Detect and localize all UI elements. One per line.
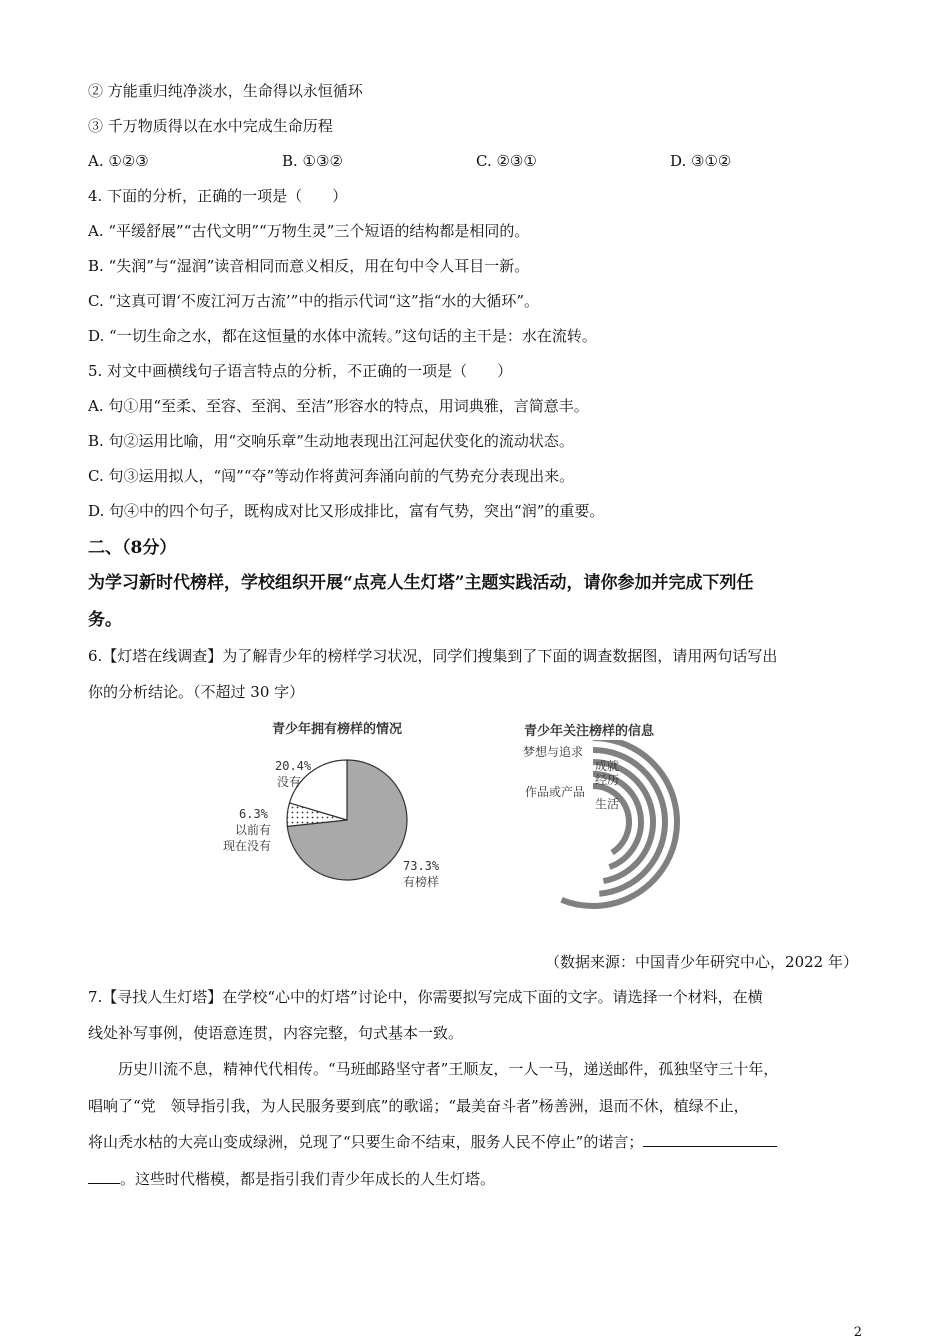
radial-chart-title: 青少年关注榜样的信息 [524, 724, 655, 739]
pie-label-before-line2: 现在没有 [223, 839, 272, 853]
q3-option-a: A. ①②③ [88, 152, 149, 170]
pie-chart [215, 740, 455, 915]
option-line-3: ③ 千万物质得以在水中完成生命历程 [88, 117, 333, 135]
q4-option-b: B. “失润”与“湿润”读音相同而意义相反，用在句中令人耳目一新。 [88, 257, 530, 275]
pie-label-before-line1: 以前有 [235, 823, 272, 837]
radial-label-dream: 梦想与追求 [523, 745, 584, 759]
answer-blank-1[interactable] [643, 1132, 777, 1147]
q3-option-d: D. ③①② [670, 152, 732, 170]
q5-option-c: C. 句③运用拟人，“闯”“夺”等动作将黄河奔涌向前的气势充分表现出来。 [88, 467, 575, 485]
data-source-note: （数据来源：中国青少年研究中心，2022 年） [545, 953, 858, 971]
pie-label-role-model-pct: 73.3% [403, 859, 440, 873]
q4-stem: 4. 下面的分析，正确的一项是（ ） [88, 187, 348, 205]
option-line-2: ② 方能重归纯净淡水，生命得以永恒循环 [88, 82, 363, 100]
q7-paragraph-line2: 唱响了“党 领导指引我，为人民服务要到底”的歌谣；“最美奋斗者”杨善洲，退而不休，植绿不止， [88, 1097, 749, 1115]
radial-label-life: 生活 [595, 797, 620, 811]
q7-paragraph-ending: 。这些时代楷模，都是指引我们青少年成长的人生灯塔。 [120, 1170, 496, 1188]
pie-chart-title: 青少年拥有榜样的情况 [272, 722, 403, 737]
q7-line1: 7.【寻找人生灯塔】在学校“心中的灯塔”讨论中，你需要拟写完成下面的文字。请选择一个材料，在横 [88, 988, 763, 1006]
radial-arc-4 [593, 786, 629, 853]
radial-label-experience: 经历 [595, 773, 620, 787]
q5-option-d: D. 句④中的四个句子，既构成对比又形成排比，富有气势，突出“润”的重要。 [88, 502, 605, 520]
q6-line2: 你的分析结论。（不超过 30 字） [88, 683, 305, 701]
page-number: 2 [853, 1325, 862, 1340]
pie-label-role-model: 有榜样 [403, 875, 440, 889]
q5-option-b: B. 句②运用比喻，用“交响乐章”生动地表现出江河起伏变化的流动状态。 [88, 432, 574, 450]
section-2-intro-line2: 务。 [88, 610, 122, 630]
section-2-heading: 二、（8分） [88, 538, 177, 558]
section-2-intro-line1: 为学习新时代榜样，学校组织开展“点亮人生灯塔”主题实践活动，请你参加并完成下列任 [88, 573, 754, 593]
q4-option-d: D. “一切生命之水，都在这恒量的水体中流转。”这句话的主干是：水在流转。 [88, 327, 597, 345]
pie-label-before-pct: 6.3% [239, 807, 268, 821]
q4-option-a: A. “平缓舒展”“古代文明”“万物生灵”三个短语的结构都是相同的。 [88, 222, 530, 240]
q5-option-a: A. 句①用“至柔、至容、至润、至洁”形容水的特点，用词典雅，言简意丰。 [88, 397, 589, 415]
q5-stem: 5. 对文中画横线句子语言特点的分析，不正确的一项是（ ） [88, 362, 513, 380]
radial-chart [515, 740, 695, 920]
q7-line2: 线处补写事例，使语意连贯，内容完整，句式基本一致。 [88, 1024, 464, 1042]
pie-label-none-pct: 20.4% [275, 759, 312, 773]
radial-label-achievement: 成就 [595, 759, 620, 773]
q7-paragraph-line3 [88, 1131, 777, 1153]
radial-label-works: 作品或产品 [525, 785, 586, 799]
q6-line1: 6.【灯塔在线调查】为了解青少年的榜样学习状况，同学们搜集到了下面的调查数据图，请用两句话写出 [88, 647, 778, 665]
q7-paragraph-text: 将山秃水枯的大亮山变成绿洲，兑现了“只要生命不结束，服务人民不停止”的诺言； [88, 1133, 644, 1151]
q7-paragraph-line4 [88, 1168, 495, 1190]
pie-label-none: 没有 [277, 775, 302, 789]
q3-option-c: C. ②③① [476, 152, 537, 170]
answer-blank-2[interactable] [88, 1169, 120, 1184]
q7-paragraph-line1: 历史川流不息，精神代代相传。“马班邮路坚守者”王顺友，一人一马，递送邮件，孤独坚守三十年， [118, 1060, 779, 1078]
q4-option-c: C. “这真可谓‘不废江河万古流’”中的指示代词“这”指“水的大循环”。 [88, 292, 540, 310]
q3-option-b: B. ①③② [282, 152, 343, 170]
